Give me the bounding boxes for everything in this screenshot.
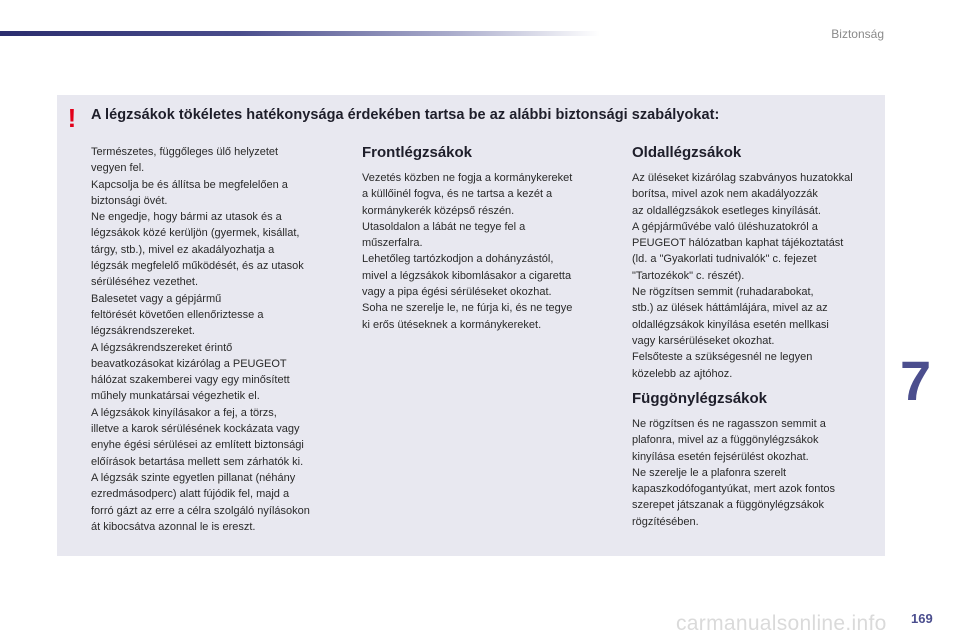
front-airbags-section: [362, 143, 620, 333]
side-airbags-title: Oldallégzsákok: [632, 144, 742, 161]
curtain-airbags-text: Ne rögzítsen és ne ragasszon semmit a plafonra, mivel az a függönylégzsákok kinyílása esetén fejsérülést okozhat. Ne szerelje le a plafonra szerelt kapaszkodófogantyúkat, mert azok fontos szerepet játszanak a függönylégzsákok rögzítésében.: [632, 418, 836, 528]
exclamation-warning-icon: !: [67, 103, 77, 133]
chapter-number: 7: [900, 349, 932, 412]
watermark: carmanualsonline.info: [676, 612, 887, 635]
curtain-airbags-title: Függönylégzsákok: [632, 390, 768, 407]
curtain-airbags-section: [632, 389, 882, 530]
page-number: 169: [911, 611, 933, 626]
intro-column: [91, 144, 353, 535]
section-name: Biztonság: [831, 27, 884, 41]
side-airbags-section: [632, 143, 882, 382]
front-airbags-title: Frontlégzsákok: [362, 144, 473, 161]
front-airbags-text: Vezetés közben ne fogja a kormánykereket a küllőinél fogva, és ne tartsa a kezét a kormánykerék középső részén. Utasoldalon a lábát ne tegye fel a műszerfalra. Lehetőleg tartózkodjon a dohányzástól, mivel a légzsákok kibomlásakor a cigaretta vagy a pipa égési sérüléseket okozhat. Soha ne szerelje le, ne fúrja ki, és ne tegye ki erős ütéseknek a kormánykereket.: [362, 172, 573, 331]
header-bar: [0, 31, 600, 36]
side-airbags-text: Az üléseket kizárólag szabványos huzatokkal borítsa, mivel azok nem akadályozzák az oldallégzsákok esetleges kinyílását. A gépjárművébe való üléshuzatokról a PEUGEOT hálózatban kaphat tájékoztatást (ld. a "Gyakorlati tudnivalók" c. fejezet "Tartozékok" c. részét). Ne rögzítsen semmit (ruhadarabokat, stb.) az ülések háttámlájára, mivel az az oldallégzsákok kinyílása esetén mellkasi vagy karsérüléseket okozhat. Felsőteste a szükségesnél ne legyen közelebb az ajtóhoz.: [632, 172, 853, 380]
intro-text: Természetes, függőleges ülő helyzetet vegyen fel. Kapcsolja be és állítsa be megfelelően a biztonsági övét. Ne engedje, hogy bármi az utasok és a légzsákok közé kerüljön (gyermek, kisállat, tárgy, stb.), mivel ez akadályozhatja a légzsák megfelelő működését, és az utasok sérüléséhez vezethet. Balesetet vagy a gépjármű feltörését követően ellenőriztesse a légzsákrendszereket. A légzsákrendszereket érintő beavatkozásokat kizárólag a PEUGEOT hálózat szakemberei vagy egy minősített műhely munkatársai végezhetik el. A légzsákok kinyílásakor a fej, a törzs, illetve a karok sérülésének kockázata vagy enyhe égési sérülései az említett biztonsági előírások betartása mellett sem zárhatók ki. A légzsák szinte egyetlen pillanat (néhány ezredmásodperc) alatt fújódik fel, majd a forró gázt az erre a célra szolgáló nyílásokon át kibocsátva azonnal le is ereszt.: [91, 146, 310, 533]
panel-heading: A légzsákok tökéletes hatékonysága érdekében tartsa be az alábbi biztonsági szabályokat:: [91, 107, 720, 123]
